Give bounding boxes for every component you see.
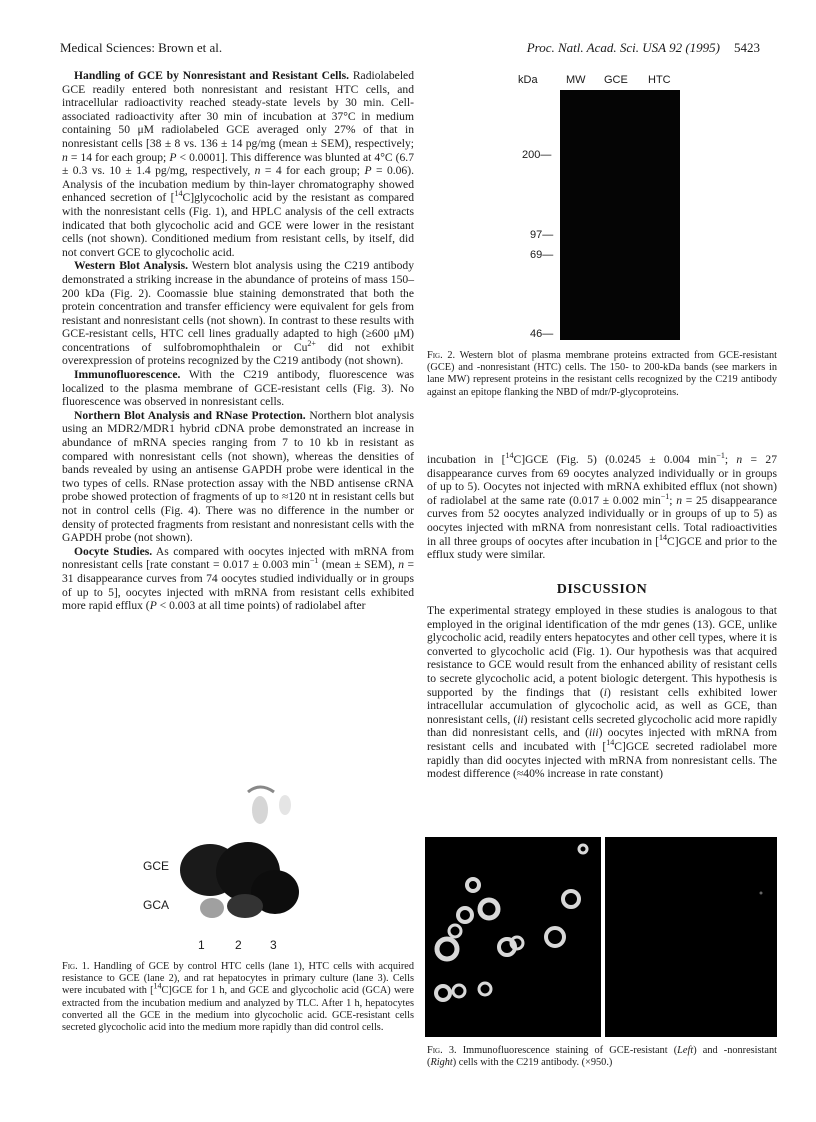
paragraph-western-blot: Western Blot Analysis. Western blot analysis using the C219 antibody demonstrated a striking increase in the abundance of proteins of mass 150–200 kDa (Fig. 2). Coomassie blue staining demonstrated that both the protein concentration and transfer efficiency were equivalent for gels from resistant and nonresistant cells (not shown). In contrast to these results with GCE-resistant cells, HTC cell lines gradually adapted to high (≥600 μM) concentrations of sulfobromophthalein or $Cu^{2+}$ did not exhibit overexpression of proteins recognized by the C219 antibody (not shown). [62, 259, 414, 368]
figure-2-caption: Fig. 2. Western blot of plasma membrane proteins extracted from GCE-resistant (GCE) and -nonresistant (HTC) cells. The 150- to 200-kDa bands (see markers in lane MW) represent proteins in the resistant cells recognized by the C219 antibody against an epitope flanking the NBD of mdr/P-glycoproteins. [427, 350, 777, 398]
marker-46: 46— [530, 328, 554, 340]
section-heading-handling: Handling of GCE by Nonresistant and Resistant Cells. [74, 69, 349, 82]
figure-1-caption: Fig. 1. Handling of GCE by control HTC cells (lane 1), HTC cells with acquired resistance to GCE (lane 2), and rat hepatocytes in primary culture (lane 3). Cells were incubated with [$^{14}$C]GCE for 1 h, and GCE and glycocholic acid (GCA) were extracted from the incubation medium and analyzed by TLC. After 1 h, hepatocytes converted all the GCE in the medium into glycocholic acid. GCE-resistant cells secreted glycocholic acid into the medium more rapidly than did control cells. [62, 961, 414, 1034]
paragraph-northern-blot: Northern Blot Analysis and RNase Protection. Northern blot analysis using an MDR2/MDR1 hybrid cDNA probe demonstrated an increase in abundance of mRNA species ranging from 7 to 10 kb in resistant as compared with nonresistant cells (not shown), whereas the densities of bands revealed by using an antisense GAPDH probe were identical in the two types of cells. RNase protection assay with the NBD antisense cRNA probe showed protection of fragments of up to ≈120 nt in resistant cells but not in control cells (Fig. 4). There was no difference in the number or density of protected fragments from resistant and nonresistant cells with the GAPDH probe (not shown). [62, 408, 415, 545]
page-number: 5423 [734, 40, 760, 55]
lane-label-mw: MW [566, 74, 586, 86]
lane-label-1: 1 [198, 938, 205, 952]
paragraph-oocyte: Oocyte Studies. As compared with oocytes injected with mRNA from nonresistant cells [rate constant = 0.017 ± 0.003 $\min^{-1}$ (mean ± SEM), n = 31 disappearance curves from 74 oocytes studied individually or in groups of up to 5], oocytes injected with mRNA from resistant cells exhibited more rapid efflux (P < 0.003 at all time points) of radiolabel after [62, 544, 414, 613]
figure-3-caption: Fig. 3. Immunofluorescence staining of GCE-resistant (Left) and -nonresistant (Right) cells with the C219 antibody. (×950.) [427, 1045, 777, 1069]
left-column [62, 69, 414, 613]
lane-label-3: 3 [270, 938, 277, 952]
section-heading-northern: Northern Blot Analysis and RNase Protection. [74, 408, 306, 422]
marker-97: 97— [530, 229, 554, 241]
caption-label: Fig. 1. [62, 961, 90, 972]
panel-right [605, 837, 777, 1037]
header-left: Medical Sciences: Brown et al. [60, 40, 223, 55]
caption-label: Fig. 2. [427, 350, 456, 361]
tlc-image [150, 780, 340, 955]
paragraph-handling-gce: Handling of GCE by Nonresistant and Resistant Cells. Radiolabeled GCE readily entered both nonresistant and resistant HTC cells, and intracellular radioactivity reached steady-state levels by 30 min. Cell-associated radioactivity after 30 min of incubation at 37°C in medium containing 50 μM radiolabeled GCE averaged only 27% of that in nonresistant cells [38 ± 8 vs. 136 ± 14 pg/mg (mean ± SEM), respectively; n = 14 for each group; P < 0.0001]. This difference was blunted at 4°C (6.7 ± 0.3 vs. 10 ± 1.4 pg/mg, respectively, n = 4 for each group; P = 0.06). Analysis of the incubation medium by thin-layer chromatography showed enhanced secretion of [$^{14}$C]glycocholic acid by the resistant as compared with the nonresistant cells (Fig. 1), and HPLC analysis of the cell extracts indicated that both glycocholic acid and GCE were lower in the resistant cells (not shown). Conditioned medium from resistant cells, by itself, did not convert GCE to glycocholic acid. [62, 69, 414, 259]
lane-label-htc: HTC [648, 74, 671, 86]
lane-label-2: 2 [235, 938, 242, 952]
figure-1-tlc [143, 780, 340, 955]
running-header [60, 40, 760, 60]
discussion-body [427, 604, 777, 781]
figure-2-western-blot [510, 72, 730, 342]
marker-69: 69— [530, 249, 554, 261]
journal-citation: Proc. Natl. Acad. Sci. USA 92 (1995) [526, 40, 720, 55]
immunofluorescence-panels [425, 837, 777, 1037]
paragraph-oocyte-continued: incubation in [$^{14}$C]GCE (Fig. 5) (0.0245 ± 0.004 $\min^{-1}$; n = 27 disappearance curves from 69 oocytes analyzed individually or in groups of up to 5). Oocytes not injected with mRNA exhibited efflux (not shown) of radiolabel at the same rate (0.017 ± 0.002 $\min^{-1}$; n = 25 disappearance curves from 52 oocytes analyzed individually or in groups of up to 5) as oocytes injected with mRNA from nonresistant cells. Total radioactivities in all three groups of oocytes after incubation in [$^{14}$C]GCE and prior to the efflux study were similar. [427, 451, 778, 562]
right-column [427, 453, 777, 562]
paragraph-discussion: The experimental strategy employed in these studies is analogous to that employed in the original identification of the mdr genes (13). GCE, unlike glycocholic acid, readily enters hepatocytes and other cell types, where it is converted to glycocholic acid (Fig. 1). Our hypothesis was that acquired resistance to GCE would result from the enhanced ability of resistant cells to secrete glycocholic acid, a potent biologic detergent. This hypothesis is supported by the findings that (i) resistant cells exhibited lower intracellular accumulation of glycocholic acid, as well as GCE, than nonresistant cells, (ii) resistant cells secreted glycocholic acid more rapidly than did nonresistant cells, and (iii) oocytes injected with mRNA from resistant cells and incubated with [$^{14}$C]GCE secreted radiolabel more rapidly than did oocytes injected with mRNA from nonresistant cells. The modest difference (≈40% increase in rate constant) [427, 604, 778, 781]
label-gca: GCA [143, 898, 170, 912]
figure-3-immunofluorescence [425, 837, 777, 1037]
section-heading-western: Western Blot Analysis. [74, 259, 188, 273]
section-heading-immuno: Immunofluorescence. [74, 368, 181, 382]
paragraph-immunofluorescence: Immunofluorescence. With the C219 antibody, fluorescence was localized to the plasma membrane of GCE-resistant cells (Fig. 3). No fluorescence was observed in nonresistant cells. [62, 368, 414, 409]
smear-lane-2 [252, 796, 268, 824]
discussion-heading: DISCUSSION [556, 582, 648, 597]
gca-spot-lane-1 [200, 898, 224, 918]
header-right [527, 40, 760, 56]
label-gce: GCE [143, 859, 170, 873]
blot-membrane [560, 90, 680, 340]
caption-label: Fig. 3. [427, 1045, 457, 1056]
kda-label: kDa [518, 74, 538, 86]
lane-label-gce: GCE [604, 74, 628, 86]
section-heading-oocyte: Oocyte Studies. [74, 544, 153, 558]
smear-lane-3 [279, 795, 291, 815]
gca-spot-lane-2 [227, 894, 263, 918]
marker-200: 200— [522, 149, 552, 161]
